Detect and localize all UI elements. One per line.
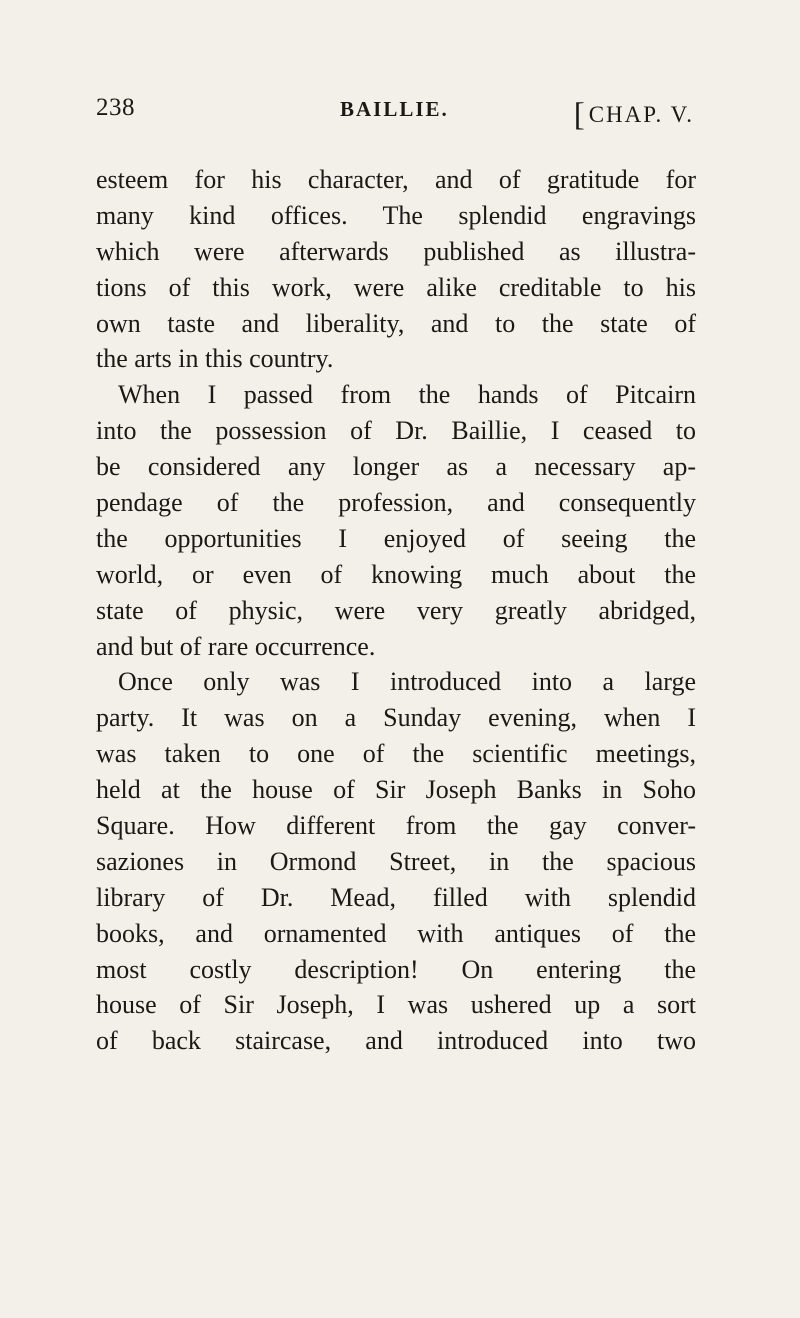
text-line: and but of rare occurrence. — [96, 631, 376, 661]
text-line: of back staircase, and introduced into two — [96, 1026, 696, 1056]
text-line: the opportunities I enjoyed of seeing the — [96, 523, 696, 553]
text-line: own taste and liberality, and to the state of — [96, 308, 696, 338]
text-line: books, and ornamented with antiques of the — [96, 918, 696, 948]
paragraph-2 — [96, 377, 696, 664]
text-line: house of Sir Joseph, I was ushered up a sort — [96, 990, 696, 1020]
text-line: into the possession of Dr. Baillie, I ceased to — [96, 416, 696, 446]
paragraph-3 — [96, 664, 696, 1059]
text-line: be considered any longer as a necessary ap- — [96, 452, 696, 482]
text-line: was taken to one of the scientific meetings, — [96, 739, 696, 769]
text-line: party. It was on a Sunday evening, when I — [96, 703, 696, 733]
text-line: saziones in Ormond Street, in the spacious — [96, 846, 696, 876]
text-line: state of physic, were very greatly abridged, — [96, 595, 696, 625]
text-line: Once only was I introduced into a large — [118, 667, 696, 697]
text-line: the arts in this country. — [96, 344, 334, 374]
chapter-bracket: [ — [573, 97, 587, 133]
text-line: many kind offices. The splendid engravings — [96, 200, 696, 230]
text-line: held at the house of Sir Joseph Banks in Soho — [96, 775, 696, 805]
text-line: When I passed from the hands of Pitcairn — [118, 380, 696, 410]
text-line: library of Dr. Mead, filled with splendid — [96, 882, 696, 912]
text-line: most costly description! On entering the — [96, 954, 696, 984]
body-text — [96, 162, 696, 1059]
text-line: tions of this work, were alike creditable to his — [96, 272, 696, 302]
page-number: 238 — [96, 94, 135, 121]
text-line: pendage of the profession, and consequently — [96, 488, 696, 518]
chapter-label — [574, 94, 694, 131]
paragraph-1 — [96, 162, 696, 377]
text-line: esteem for his character, and of gratitude for — [96, 165, 696, 194]
text-line: world, or even of knowing much about the — [96, 559, 696, 589]
text-line: Square. How different from the gay conver- — [96, 811, 696, 841]
running-header — [96, 94, 694, 134]
text-line: which were afterwards published as illustra- — [96, 236, 696, 266]
chapter-text: CHAP. V. — [588, 102, 694, 127]
running-title: BAILLIE. — [340, 97, 449, 121]
